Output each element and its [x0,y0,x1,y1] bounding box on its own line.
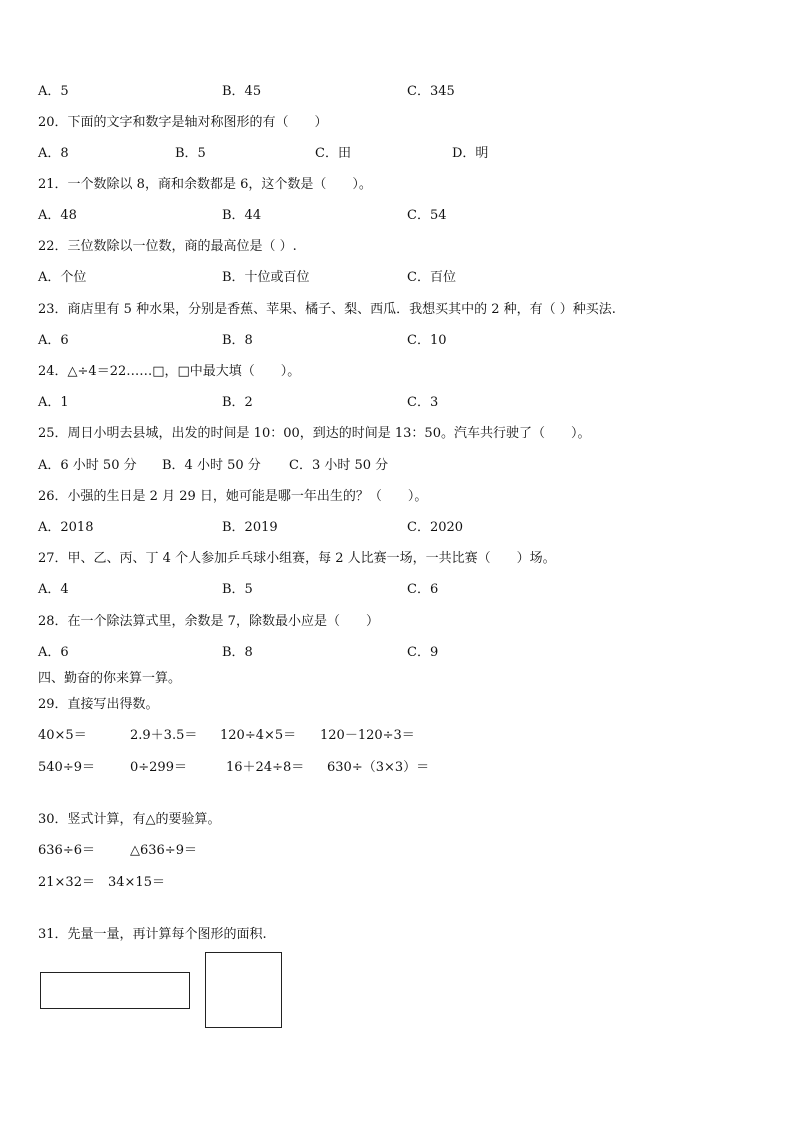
q25-stem: 25．周日小明去县城，出发的时间是 10：00，到达的时间是 13：50。汽车共行驶了（ ）。 [38,426,591,441]
q22-stem: 22．三位数除以一位数，商的最高位是（ ）. [38,239,297,254]
q22-option-a: A．个位 [38,270,87,285]
q30-expression: 34×15＝ [108,875,165,890]
q29-expression: 120－120÷3＝ [320,728,415,743]
section-heading: 四、勤奋的你来算一算。 [38,671,182,686]
q27-option-a: A．4 [38,582,69,597]
q31-stem: 31．先量一量，再计算每个图形的面积. [38,927,267,942]
q20-option-a: A．8 [38,146,69,161]
q27-option-c: C．6 [407,582,439,597]
q28-option-b: B．8 [222,645,253,660]
q29-expression: 540÷9＝ [38,760,95,775]
q29-expression: 0÷299＝ [130,760,187,775]
q26-option-a: A．2018 [38,520,94,535]
q25-option-b: B．4 小时 50 分 [162,458,261,473]
q23-option-c: C．10 [407,333,447,348]
rectangle-figure [40,972,190,1009]
q27-stem: 27．甲、乙、丙、丁 4 个人参加乒乓球小组赛，每 2 人比赛一场，一共比赛（ ）场。 [38,551,556,566]
q21-option-a: A．48 [38,208,77,223]
q30-expression: 636÷6＝ [38,843,95,858]
q29-expression: 2.9＋3.5＝ [130,728,198,743]
q24-option-b: B．2 [222,395,253,410]
q21-option-c: C．54 [407,208,447,223]
q20-option-d: D．明 [452,146,489,161]
q21-option-b: B．44 [222,208,262,223]
q19-option-a: A．5 [38,84,69,99]
q19-option-b: B．45 [222,84,262,99]
q27-option-b: B．5 [222,582,253,597]
q20-stem: 20．下面的文字和数字是轴对称图形的有（ ） [38,115,328,130]
q24-option-c: C．3 [407,395,439,410]
q29-expression: 630÷（3×3）＝ [327,760,430,775]
q25-option-a: A．6 小时 50 分 [38,458,137,473]
q30-expression: 21×32＝ [38,875,95,890]
q28-option-a: A．6 [38,645,69,660]
q23-option-b: B．8 [222,333,253,348]
q22-option-b: B．十位或百位 [222,270,310,285]
q28-stem: 28．在一个除法算式里，余数是 7，除数最小应是（ ） [38,614,379,629]
q29-expression: 16＋24÷8＝ [226,760,305,775]
q30-expression: △636÷9＝ [130,843,197,858]
square-figure [205,952,282,1028]
q25-option-c: C．3 小时 50 分 [289,458,389,473]
q26-stem: 26．小强的生日是 2 月 29 日，她可能是哪一年出生的？（ ）。 [38,489,428,504]
q29-expression: 40×5＝ [38,728,87,743]
q20-option-c: C．田 [315,146,351,161]
q24-option-a: A．1 [38,395,69,410]
q29-stem: 29．直接写出得数。 [38,697,159,712]
q22-option-c: C．百位 [407,270,456,285]
q26-option-c: C．2020 [407,520,464,535]
q20-option-b: B．5 [175,146,206,161]
q29-expression: 120÷4×5＝ [220,728,297,743]
q19-option-c: C．345 [407,84,455,99]
q28-option-c: C．9 [407,645,439,660]
q23-option-a: A．6 [38,333,69,348]
q30-stem: 30．竖式计算，有△的要验算。 [38,812,221,827]
q23-stem: 23．商店里有 5 种水果，分别是香蕉、苹果、橘子、梨、西瓜．我想买其中的 2 种，有（ ）种买法. [38,302,616,317]
q26-option-b: B．2019 [222,520,278,535]
q21-stem: 21．一个数除以 8，商和余数都是 6，这个数是（ ）。 [38,177,372,192]
q24-stem: 24．△÷4＝22……□，□中最大填（ ）。 [38,364,301,379]
